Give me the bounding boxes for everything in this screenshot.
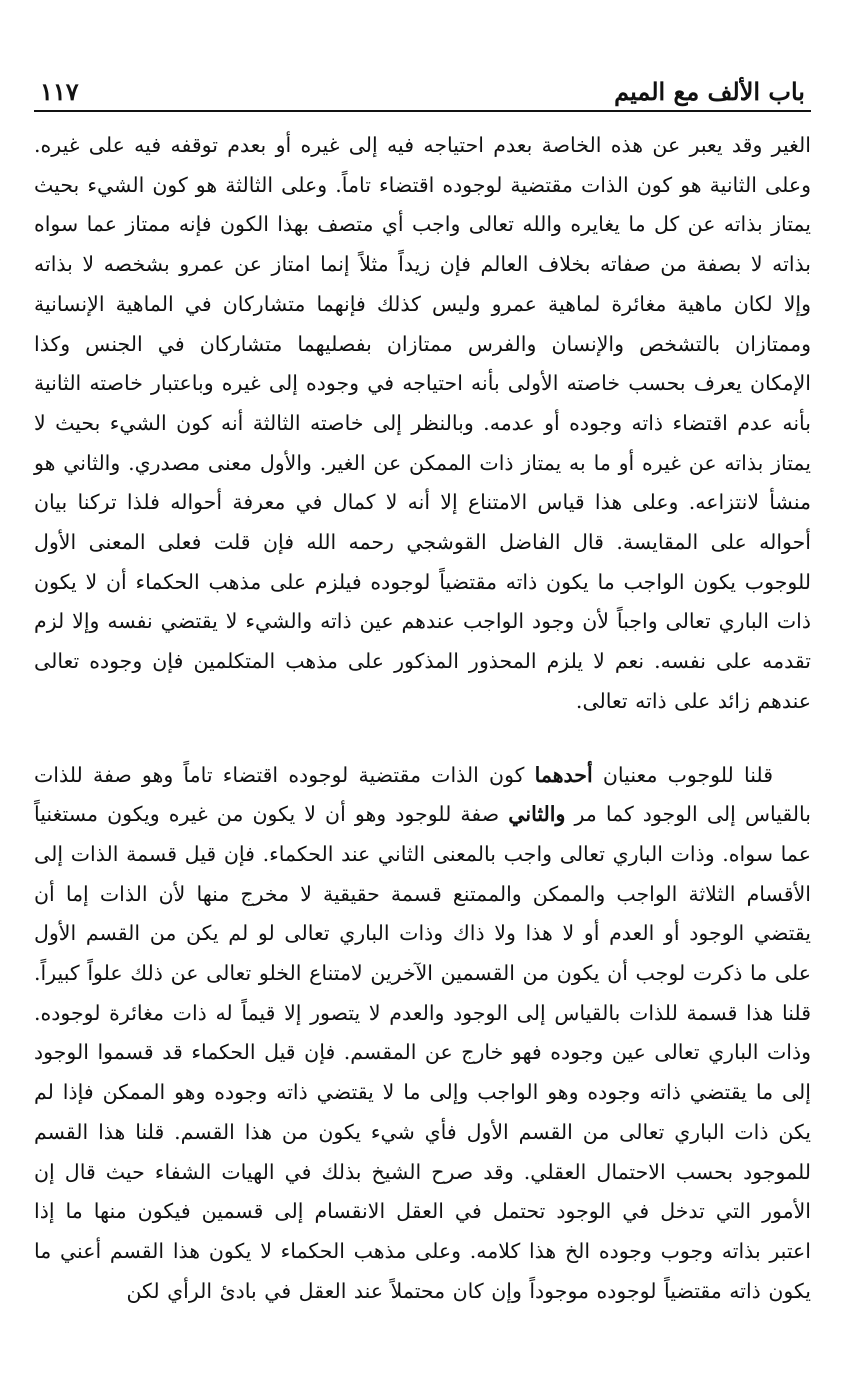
paragraph-2 (34, 756, 811, 1312)
page-number: ١١٧ (40, 77, 79, 106)
paragraph-1: الغير وقد يعبر عن هذه الخاصة بعدم احتياجه فيه إلى غيره أو بعدم توقفه فيه على غيره. وعلى الثانية هو كون الذات مقتضية لوجوده اقتضاء تاماً. وعلى الثالثة هو كون الشيء بحيث يمتاز بذاته عن كل ما يغايره والله تعالى واجب أي متصف بهذا الكون فإنه ممتاز عما سواه بذاته لا بصفة من صفاته بخلاف العالم فإن زيداً مثلاً إنما امتاز عن عمرو بشخصه لا بذاته وإلا لكان ماهية مغائرة لماهية عمرو وليس كذلك فإنهما متشاركان في الماهية الإنسانية وممتازان بالتشخص والإنسان والفرس ممتازان بفصليهما متشاركان في الجنس وكذا الإمكان يعرف بحسب خاصته الأولى بأنه احتياجه في وجوده إلى غيره وباعتبار خاصته الثانية بأنه عدم اقتضاء ذاته وجوده أو عدمه. وبالنظر إلى خاصته الثالثة أنه كون الشيء بحيث لا يمتاز بذاته عن غيره أو ما به يمتاز ذات الممكن عن الغير. والأول معنى مصدري. والثاني هو منشأ لانتزاعه. وعلى هذا قياس الامتناع إلا أنه لا كمال في معرفة أحواله فلذا تركنا بيان أحواله على المقايسة. قال الفاضل القوشجي رحمه الله فإن قلت فعلى المعنى الأول للوجوب يكون الواجب ما يكون ذاته مقتضياً لوجوده فيلزم على مذهب الحكماء أن لا يكون ذات الباري تعالى واجباً لأن وجود الواجب عندهم عين ذاته والشيء لا يقتضي نفسه وإلا لزم تقدمه على نفسه. نعم لا يلزم المحذور المذكور على مذهب المتكلمين فإن وجوده تعالى عندهم زائد على ذاته تعالى. (34, 133, 811, 713)
running-title: باب الألف مع الميم (614, 77, 805, 106)
paragraph-2-segment: صفة للوجود وهو أن لا يكون من غيره ويكون مستغنياً عما سواه. وذات الباري تعالى واجب بالمعنى الثاني عند الحكماء. فإن قيل قسمة الذات إلى الأقسام الثلاثة الواجب والممكن والممتنع قسمة حقيقية لا مخرج منها لأن الذات إما أن يقتضي الوجود أو العدم أو لا هذا ولا ذاك وذات الباري تعالى لو لم يكن من القسم الأول على ما ذكرت لوجب أن يكون من القسمين الآخرين لامتناع الخلو تعالى عن ذلك علواً كبيراً. قلنا هذا قسمة للذات بالقياس إلى الوجود والعدم لا يتصور إلا قيماً له ذات مغائرة لوجوده. وذات الباري تعالى عين وجوده فهو خارج عن المقسم. فإن قيل الحكماء قد قسموا الوجود إلى ما يقتضي ذاته وجوده وهو الواجب وإلى ما لا يقتضي ذاته وجوده وهو الممكن فإذا لم يكن ذات الباري تعالى من القسم الأول فأي شيء يكون من هذا القسم. قلنا هذا القسم للموجود بحسب الاحتمال العقلي. وقد صرح الشيخ بذلك في الهيات الشفاء حيث قال إن الأمور التي تدخل في الوجود تحتمل في العقل الانقسام إلى قسمين فيكون منها ما إذا اعتبر بذاته وجوب وجوده الخ هذا كلامه. وعلى مذهب الحكماء لا يكون هذا القسم أعني ما يكون ذاته مقتضياً لوجوده موجوداً وإن كان محتملاً عند العقل في بادئ الرأي لكن (34, 802, 811, 1303)
page-body (34, 112, 811, 1311)
bold-term-second: والثاني (508, 802, 566, 827)
paragraph-2-segment: قلنا للوجوب معنيان (592, 762, 773, 787)
page-header (34, 52, 811, 112)
paragraph-2-segment: كون الذات مقتضية لوجوده اقتضاء تاماً وهو صفة للذات بالقياس إلى الوجود كما مر (34, 762, 811, 827)
bold-term-first: أحدهما (534, 762, 593, 787)
